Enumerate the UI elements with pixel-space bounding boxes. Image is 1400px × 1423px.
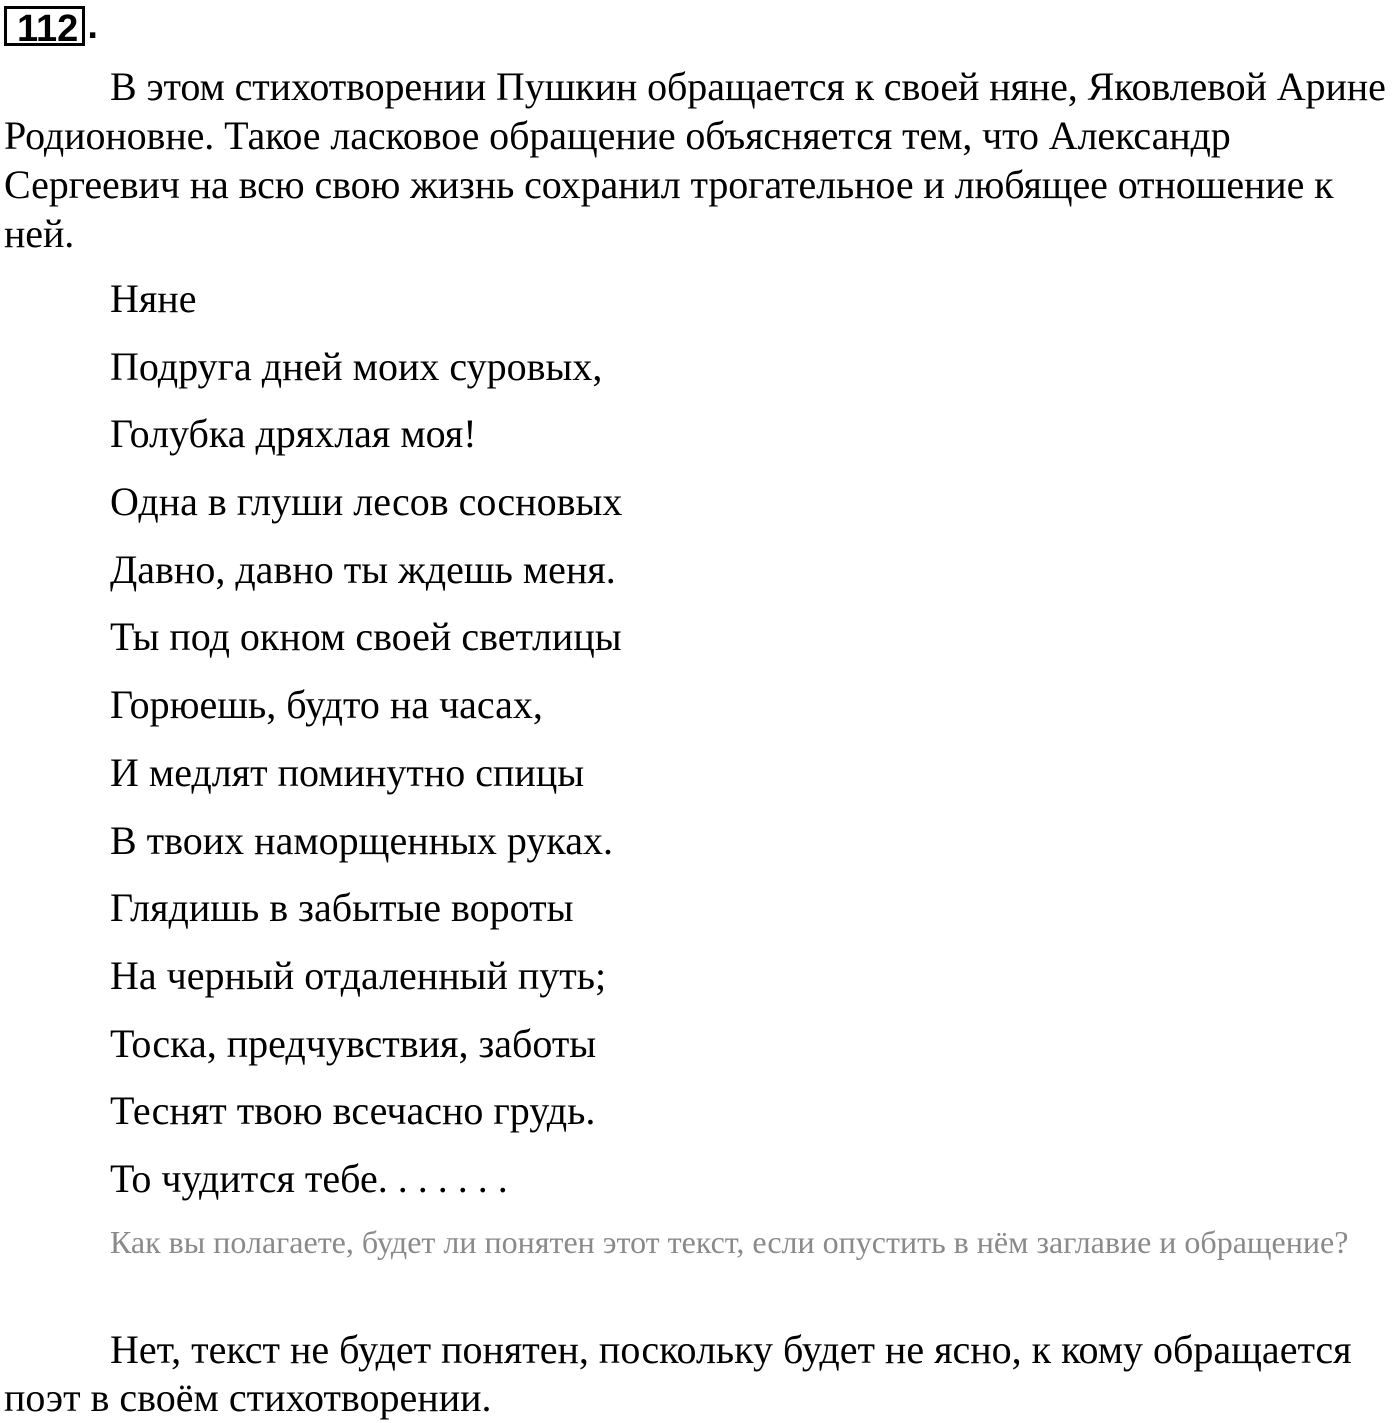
exercise-number-suffix: . [87, 5, 98, 47]
poem-line: На черный отдаленный путь; [110, 952, 607, 998]
poem-line: И медлят поминутно спицы [110, 749, 585, 795]
poem-line: То чудится тебе. . . . . . . [110, 1155, 508, 1201]
exercise-number [4, 4, 98, 50]
poem-line: Одна в глуши лесов сосновых [110, 479, 623, 525]
poem-title: Няне [110, 276, 197, 321]
poem-line: В твоих наморщенных руках. [110, 817, 613, 863]
poem-line: Теснят твою всечасно грудь. [110, 1088, 596, 1134]
poem-line: Голубка дряхлая моя! [110, 411, 477, 457]
poem-line: Давно, давно ты ждешь меня. [110, 546, 616, 592]
poem [110, 274, 622, 1222]
poem-line: Горюешь, будто на часах, [110, 682, 543, 728]
question-paragraph: Как вы полагаете, будет ли понятен этот текст, если опустить в нём заглавие и обращение? [110, 1224, 1349, 1260]
exercise-number-box: 112 [4, 6, 85, 46]
answer-paragraph: Нет, текст не будет понятен, поскольку будет не ясно, к кому обращается поэт в своём стихотворении. [4, 1327, 1352, 1420]
intro-paragraph: В этом стихотворении Пушкин обращается к своей няне, Яковлевой Арине Родионовне. Такое ласковое обращение объясняется тем, что Александр Сергеевич на всю свою жизнь сохранил трогательное и любящее отношение к ней. [4, 64, 1386, 256]
poem-line: Тоска, предчувствия, заботы [110, 1020, 597, 1066]
poem-line: Ты под окном своей светлицы [110, 614, 622, 660]
poem-line: Подруга дней моих суровых, [110, 343, 603, 389]
poem-line: Глядишь в забытые вороты [110, 885, 574, 931]
